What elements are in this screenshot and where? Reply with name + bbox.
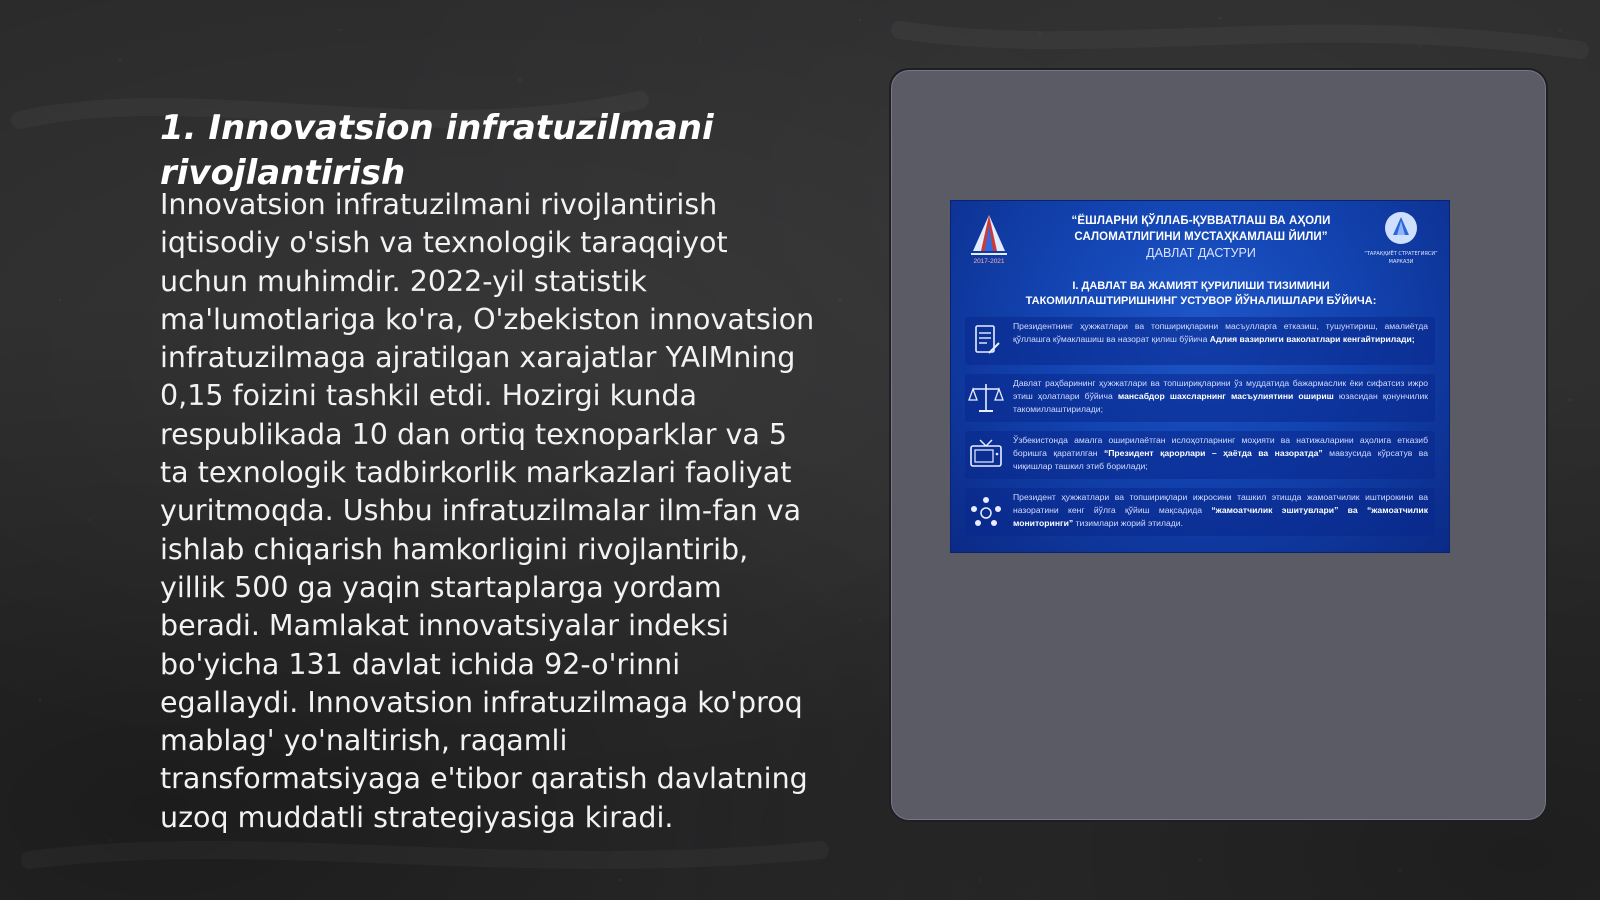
tv-icon (967, 437, 1005, 473)
document-icon (967, 323, 1005, 359)
logo-year: 2017-2021 (973, 258, 1005, 265)
slide-body-text: Innovatsion infratuzilmani rivojlantirish iqtisodiy o'sish va texnologik taraqqiyot uchun muhimdir. 2022-yil statistik ma'lumotlariga ko'ra, O'zbekiston innovatsion infratuzilmaga ajratilgan xarajatlar YAIMning 0,15 foizini tashkil etdi. Hozirgi kunda respublikada 10 dan ortiq texnoparklar va 5 ta texnologik tadbirkorlik markazlari faoliyat yuritmoqda. Ushbu infratuzilmalar ilm-fan va ishlab chiqarish hamkorligini rivojlantirib, yillik 500 ga yaqin startaplarga yordam beradi. Mamlakat innovatsiyalar indeksi bo'yicha 131 davlat ichida 92-o'rinni egallaydi. Innovatsion infratuzilmaga ko'proq mablag' yo'naltirish, raqamli transformatsiyaga e'tibor qaratish davlatning uzoq muddatli strategiyasiga kiradi. (160, 188, 815, 834)
people-network-icon (967, 494, 1005, 530)
poster-header (1041, 213, 1361, 261)
section-line-2: ТАКОМИЛЛАШТИРИШНИНГ УСТУВОР ЙЎНАЛИШЛАРИ БЎЙИЧА: (1025, 295, 1377, 307)
logo-caption-1: “ТАРАҚҚИЁТ СТРАТЕГИЯСИ” (1364, 251, 1438, 257)
slide-title: 1. Innovatsion infratuzilmani rivojlantirish (160, 108, 714, 193)
poster-item (965, 488, 1435, 536)
poster-header-line-2: САЛОМАТЛИГИНИ МУСТАҲКАМЛАШ ЙИЛИ” (1074, 231, 1328, 243)
poster-items-list (965, 317, 1435, 545)
logo-caption-2: МАРКАЗИ (1388, 259, 1414, 265)
poster-item (965, 374, 1435, 422)
poster-section-heading (991, 279, 1411, 309)
development-center-emblem-icon (1383, 211, 1419, 245)
poster-header-line-3: ДАВЛАТ ДАСТУРИ (1146, 246, 1256, 260)
development-center-logo (1363, 211, 1439, 263)
poster-header-line-1: “ЁШЛАРНИ ҚЎЛЛАБ-ҚУВВАТЛАШ ВА АҲОЛИ (1071, 215, 1331, 227)
strategy-logo-icon (965, 211, 1013, 265)
poster-item-text: Ўзбекистонда амалга оширилаётган ислоҳотларнинг моҳияти ва натижаларини аҳолига етказиб боришга қаратилган “Президент қарорлари – ҳаётда ва назоратда” мавзусида кўрсатув ва чиқишлар ташкил этиб борилади; (1013, 435, 1429, 471)
poster-item (965, 317, 1435, 365)
poster-item-text: Президентнинг ҳужжатлари ва топшириқларини масъулларга етказиш, тушунтириш, амалиётда қўллашга кўмаклашиш ва назорат қилиш бўйича Адлия вазирлиги ваколатлари кенгайтирилади; (1013, 321, 1428, 344)
poster-item-text: Президент ҳужжатлари ва топшириқлари ижросини ташкил этишда жамоатчилик иштирокини ва назоратини кенг йўлга қўйиш мақсадида “жамоатчилик эшитувлари” ва “жамоатчилик мониторинги” тизимлари жорий этилади. (1013, 492, 1429, 528)
poster-item (965, 431, 1435, 479)
poster-item-text: Давлат раҳбарининг ҳужжатлари ва топшириқларини ўз муддатида бажармаслик ёки сифатсиз ижро этиш ҳолатлари бўйича мансабдор шахсларнинг масъулиятини ошириш юзасидан қонунчилик такомиллаштирилади; (1013, 378, 1429, 414)
scales-icon (967, 380, 1005, 416)
section-line-1: I. ДАВЛАТ ВА ЖАМИЯТ ҚУРИЛИШИ ТИЗИМИНИ (1072, 280, 1330, 292)
state-program-poster (950, 200, 1450, 553)
